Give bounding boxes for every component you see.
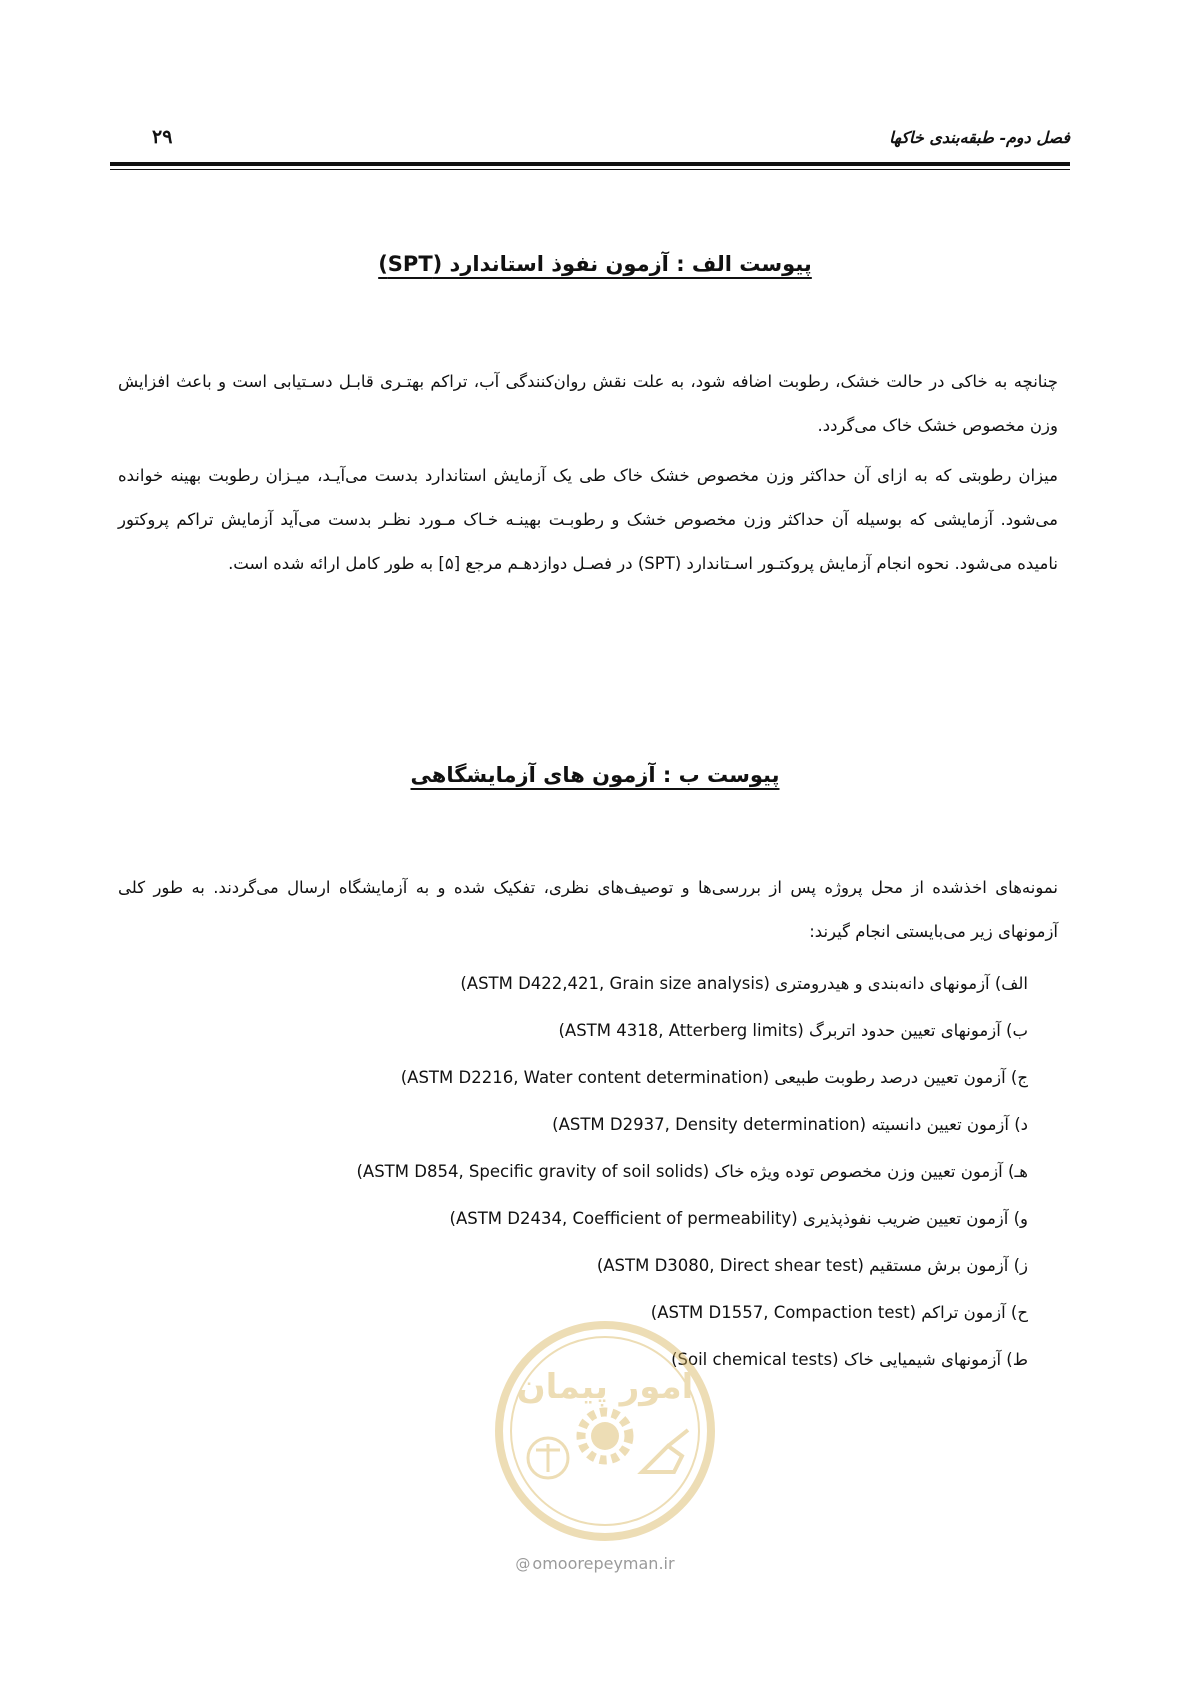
section-a-title-text: پیوست الف : آزمون نفوذ استاندارد (SPT) [378,252,812,276]
page-number: ۲۹ [152,126,173,148]
watermark-logo [492,1318,718,1544]
header-rule-thin [110,169,1070,170]
list-item: ط) آزمونهای شیمیایی خاک (Soil chemical tests) [671,1350,1028,1369]
gear-icon [581,1412,629,1460]
header-rule-thick [110,162,1070,166]
watermark-url [0,1554,1190,1573]
list-item: ب) آزمونهای تعیین حدود اتربرگ (ASTM 4318, Atterberg limits) [558,1021,1028,1040]
list-item: الف) آزمونهای دانه‌بندی و هیدرومتری (ASTM D422,421, Grain size analysis) [460,974,1028,993]
section-b-paragraph: نمونه‌های اخذشده از محل پروژه پس از بررسی‌ها و توصیف‌های نظری، تفکیک شده و به آزمایشگاه ارسال می‌گردند. به طور کلی آزمونهای زیر می‌بایستی انجام گیرند: [118,878,1058,941]
at-icon: @ [515,1555,531,1573]
section-a-paragraph-2: میزان رطوبتی که به ازای آن حداکثر وزن مخصوص خشک خاک طی یک آزمایش استاندارد بدست می‌آیـد، میـزان رطوبت بهینه خوانده می‌شود. آزمایشی که بوسیله آن حداکثر وزن مخصوص خشک و رطوبـت بهینـه خـاک مـورد نظـر بدست می‌آید آزمایش تراکم پروکتور نامیده می‌شود. نحوه انجام آزمایش پروکتـور اسـتاندارد (SPT) در فصـل دوازدهـم مرجع [۵] به طور کامل ارائه شده است. [118,466,1058,573]
section-b-title-text: پیوست ب : آزمون های آزمایشگاهی [410,763,780,787]
scales-icon [528,1438,568,1478]
list-item: و) آزمون تعیین ضریب نفوذپذیری (ASTM D2434, Coefficient of permeability) [449,1209,1028,1228]
chapter-title: فصل دوم- طبقه‌بندی خاکها [889,128,1070,147]
section-a-paragraph-1: چنانچه به خاکی در حالت خشک، رطوبت اضافه شود، به علت نقش روان‌کنندگی آب، تراکم بهتـری قابـل دسـتیابی است و باعث افزایش وزن مخصوص خشک خاک می‌گردد. [118,372,1058,435]
list-item: هـ) آزمون تعیین وزن مخصوص توده ویژه خاک (ASTM D854, Specific gravity of soil solids) [356,1162,1028,1181]
list-item: د) آزمون تعیین دانسیته (ASTM D2937, Density determination) [552,1115,1028,1134]
section-a-title [0,252,1190,276]
list-item: ز) آزمون برش مستقیم (ASTM D3080, Direct shear test) [596,1256,1028,1275]
page-header [110,122,1070,168]
section-b-title [0,763,1190,787]
excavator-icon [642,1430,688,1472]
watermark-logo-text: امور پیمان [516,1367,694,1407]
watermark-url-text: omoorepeyman.ir [532,1554,675,1573]
list-item: ج) آزمون تعیین درصد رطوبت طبیعی (ASTM D2216, Water content determination) [400,1068,1028,1087]
list-item: ح) آزمون تراکم (ASTM D1557, Compaction test) [650,1303,1028,1322]
